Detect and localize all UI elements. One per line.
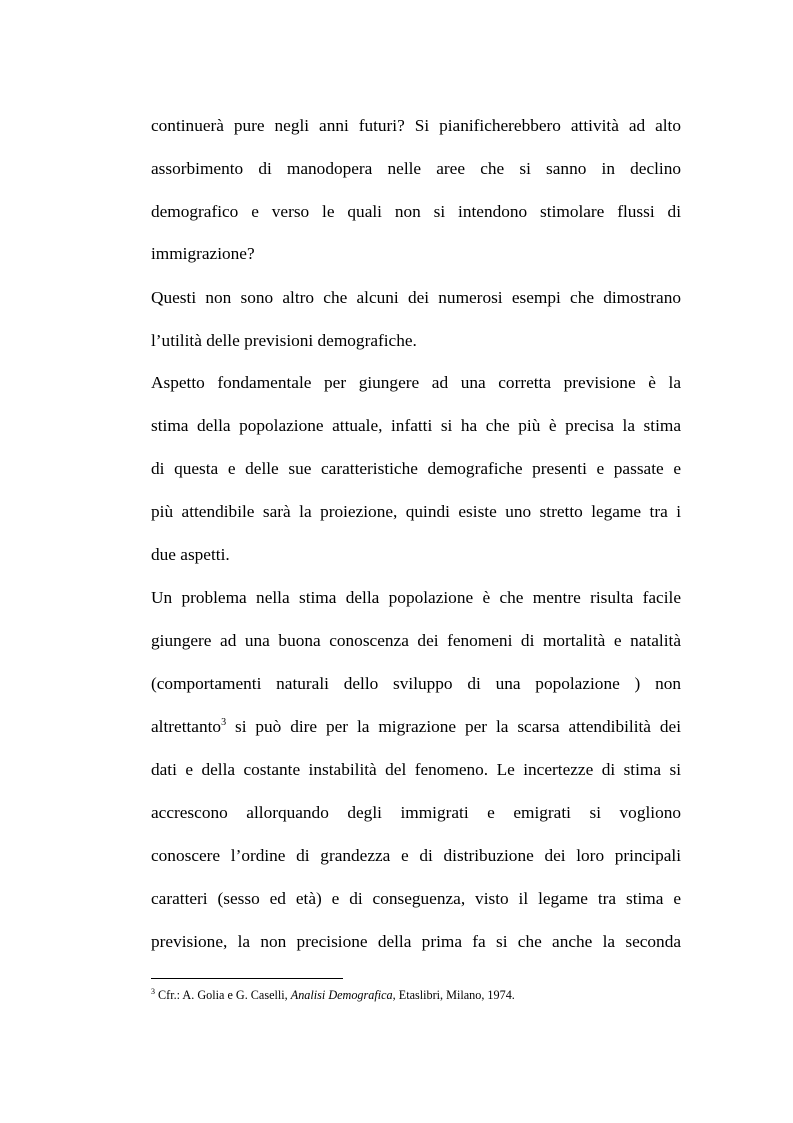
text-line: giungere ad una buona conoscenza dei fenomeni di mortalità e natalità (151, 631, 681, 650)
text-line: Aspetto fondamentale per giungere ad una corretta previsione è la (151, 373, 681, 392)
text-line: immigrazione? (151, 244, 255, 263)
footnote-text: Cfr.: A. Golia e G. Caselli, (155, 988, 291, 1002)
text-fragment: si può dire per la migrazione per la scarsa attendibilità dei (226, 717, 681, 736)
footnote (151, 986, 681, 1004)
text-line: caratteri (sesso ed età) e di conseguenza, visto il legame tra stima e (151, 889, 681, 908)
text-line: due aspetti. (151, 545, 230, 564)
footnote-separator (151, 978, 343, 979)
text-line: conoscere l’ordine di grandezza e di distribuzione dei loro principali (151, 846, 681, 865)
text-line: stima della popolazione attuale, infatti si ha che più è precisa la stima (151, 416, 681, 435)
text-line: Un problema nella stima della popolazione è che mentre risulta facile (151, 588, 681, 607)
text-line: (comportamenti naturali dello sviluppo di una popolazione ) non (151, 674, 681, 693)
text-line: dati e della costante instabilità del fenomeno. Le incertezze di stima si (151, 760, 681, 779)
text-line: più attendibile sarà la proiezione, quindi esiste uno stretto legame tra i (151, 502, 681, 521)
footnote-text: Etaslibri, Milano, 1974. (395, 988, 515, 1002)
text-line: di questa e delle sue caratteristiche demografiche presenti e passate e (151, 459, 681, 478)
text-fragment: altrettanto (151, 717, 222, 736)
footnote-mark: 3 (151, 987, 155, 996)
text-line: continuerà pure negli anni futuri? Si pianificherebbero attività ad alto (151, 116, 681, 135)
text-line: accrescono allorquando degli immigrati e emigrati si vogliono (151, 803, 681, 822)
footnote-ref: 3 (221, 717, 227, 728)
text-line: l’utilità delle previsioni demografiche. (151, 331, 417, 350)
text-line-with-footnote-ref (151, 715, 681, 739)
text-line: Questi non sono altro che alcuni dei numerosi esempi che dimostrano (151, 288, 681, 307)
text-line: assorbimento di manodopera nelle aree che si sanno in declino (151, 159, 681, 178)
footnote-title: Analisi Demografica, (290, 988, 396, 1002)
text-line: demografico e verso le quali non si intendono stimolare flussi di (151, 202, 681, 221)
text-line: previsione, la non precisione della prima fa si che anche la seconda (151, 932, 681, 951)
